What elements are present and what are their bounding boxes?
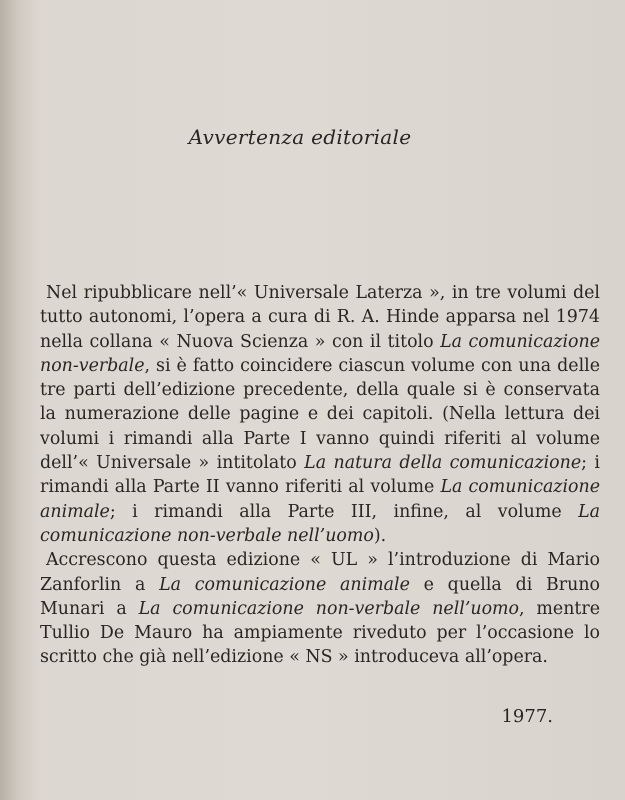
p1-text-3: ; i rimandi alla Parte II vanno riferiti al volume [40,453,600,498]
paragraph-2 [40,548,600,669]
p1-title-2: La natura della comunicazione [304,453,582,474]
p1-title-1: La comunicazione non-verbale [40,331,601,376]
body-text [40,281,600,670]
p1-text-5: ). [373,525,387,546]
p1-text-1: Nel ripubblicare nell’« Universale Laterza », in tre volumi del tutto autonomi, l’opera a cura di R. A. Hinde apparsa nel 1974 nella collana « Nuova Scienza » con il titolo [40,283,600,352]
p2-text-1: Accrescono questa edizione « UL » l’introduzione di Mario Zanforlin a [40,550,600,595]
p1-title-3: La comunicazione animale [40,477,600,522]
publication-date: 1977. [501,706,553,727]
p2-title-1: La comunicazione animale [159,574,410,595]
p1-title-4: La comunicazione non-verbale nell’uomo [40,501,600,546]
p2-title-2: La comunicazione non-verbale nell’uomo [138,598,519,619]
p2-text-2: e quella di Bruno Munari a [40,574,600,619]
page-title: Avvertenza editoriale [188,125,412,149]
paragraph-1 [40,281,600,548]
p1-text-4: ; i rimandi alla Parte III, infine, al volume [109,501,579,522]
p1-text-2: , si è fatto coincidere ciascun volume con una delle tre parti dell’edizione precedente, della quale si è conservata la numerazione delle pagine e dei capitoli. (Nella lettura dei volumi i rimandi alla Parte I vanno quindi riferiti al volume dell’« Universale » intitolato [40,355,600,474]
p2-text-3: , mentre Tullio De Mauro ha ampiamente riveduto per l’occasione lo scritto che già nell’edizione « NS » introduceva all’opera. [40,598,601,668]
